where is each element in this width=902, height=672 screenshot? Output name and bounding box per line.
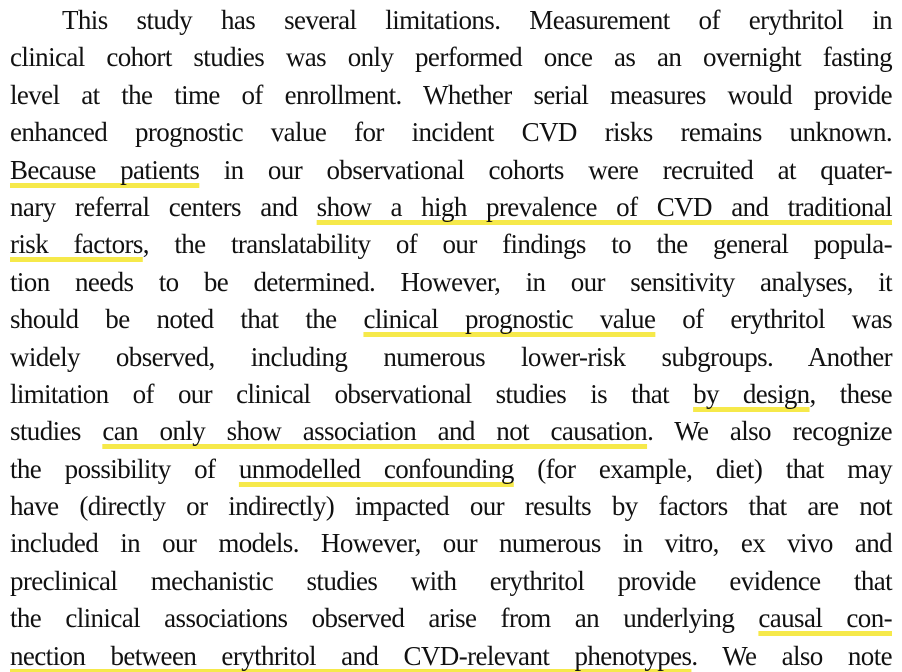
text-line bbox=[10, 39, 892, 76]
text-line bbox=[10, 2, 892, 39]
text-segment: , the translatability of our findings to the general popula- bbox=[142, 229, 892, 260]
text-line bbox=[10, 451, 892, 488]
highlighted-phrase: show a high prevalence of CVD and traditional bbox=[316, 191, 892, 222]
text-segment: (for example, diet) that may bbox=[513, 453, 892, 484]
text-segment: included in our models. However, our numerous in vitro, ex vivo and bbox=[10, 528, 892, 559]
text-segment: level at the time of enrollment. Whether serial measures would provide bbox=[10, 79, 892, 110]
text-line bbox=[10, 189, 892, 226]
text-line bbox=[10, 600, 892, 637]
text-line bbox=[10, 114, 892, 151]
text-line bbox=[10, 226, 892, 263]
text-segment: enhanced prognostic value for incident CVD risks remains unknown. bbox=[10, 117, 892, 148]
text-line bbox=[10, 413, 892, 450]
text-line bbox=[10, 563, 892, 600]
highlighted-phrase: can only show association and not causation bbox=[102, 416, 648, 447]
text-segment: the clinical associations observed arise from an underlying bbox=[10, 603, 759, 634]
highlighted-phrase: Because patients bbox=[10, 154, 200, 185]
text-segment: studies bbox=[10, 416, 103, 447]
highlighted-phrase: nection between erythritol and CVD-relevant phenotypes bbox=[10, 640, 692, 671]
text-segment: widely observed, including numerous lower-risk subgroups. Another bbox=[10, 341, 892, 372]
text-segment: should be noted that the bbox=[10, 304, 364, 335]
text-line bbox=[10, 638, 892, 672]
text-segment: tion needs to be determined. However, in our sensitivity analyses, it bbox=[10, 266, 892, 297]
text-line bbox=[10, 301, 892, 338]
text-segment: This study has several limitations. Measurement of erythritol in bbox=[62, 5, 892, 35]
text-segment: . We also note bbox=[691, 640, 892, 671]
text-segment: limitation of our clinical observational studies is that bbox=[10, 378, 694, 409]
text-line bbox=[10, 525, 892, 562]
text-line bbox=[10, 488, 892, 525]
text-segment: the possibility of bbox=[10, 453, 239, 484]
text-line bbox=[10, 77, 892, 114]
highlighted-phrase: risk factors bbox=[10, 229, 143, 260]
body-paragraph bbox=[10, 2, 892, 672]
highlighted-phrase: by design bbox=[693, 378, 810, 409]
highlighted-phrase: causal con- bbox=[758, 603, 892, 634]
text-segment: preclinical mechanistic studies with erythritol provide evidence that bbox=[10, 565, 892, 596]
highlighted-phrase: clinical prognostic value bbox=[363, 304, 656, 335]
text-segment: nary referral centers and bbox=[10, 191, 317, 222]
text-segment: of erythritol was bbox=[655, 304, 892, 335]
text-line bbox=[10, 264, 892, 301]
text-line bbox=[10, 376, 892, 413]
text-line bbox=[10, 339, 892, 376]
text-segment: , these bbox=[809, 378, 892, 409]
text-segment: in our observational cohorts were recruited at quater- bbox=[199, 154, 892, 185]
text-segment: clinical cohort studies was only performed once as an overnight fasting bbox=[10, 42, 892, 73]
highlighted-phrase: unmodelled confounding bbox=[238, 453, 514, 484]
text-segment: . We also recognize bbox=[647, 416, 892, 447]
text-line bbox=[10, 152, 892, 189]
text-segment: have (directly or indirectly) impacted our results by factors that are not bbox=[10, 491, 892, 522]
